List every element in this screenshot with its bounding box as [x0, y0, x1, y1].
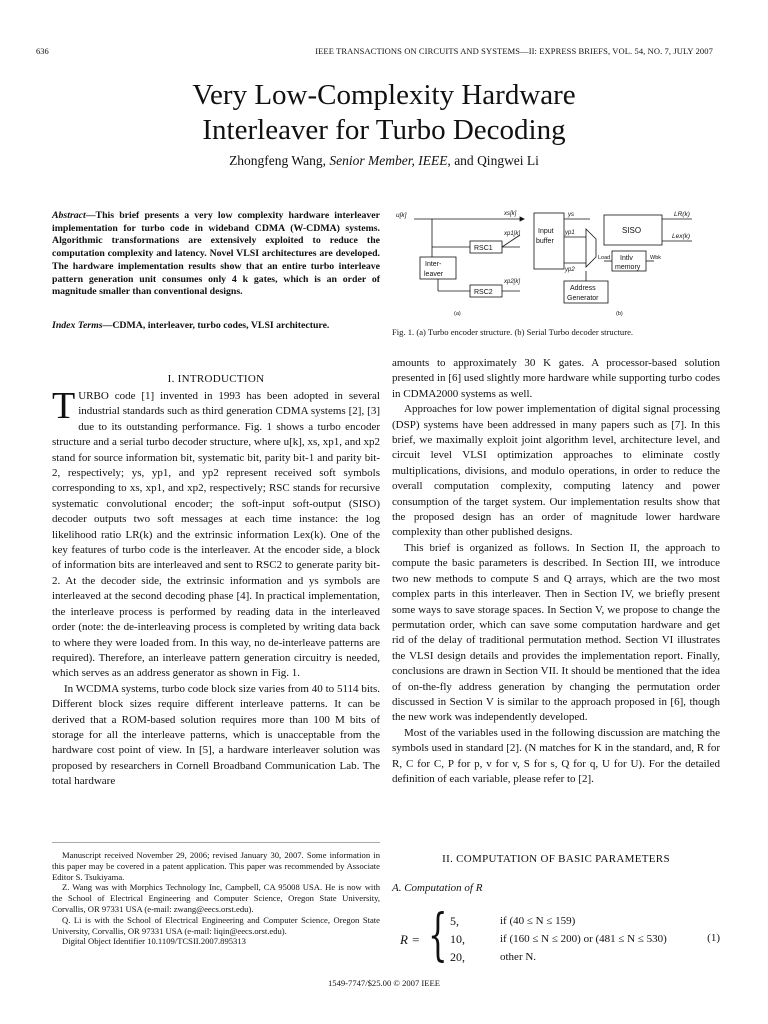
fig-label-load: Load: [598, 255, 611, 261]
subsection-a-heading: A. Computation of R: [392, 882, 483, 894]
index-terms: [52, 320, 380, 333]
author-2: Qingwei Li: [477, 153, 539, 168]
drop-cap: T: [52, 385, 76, 427]
fig-label-yp1: yp1: [565, 230, 575, 236]
abstract-label: Abstract: [52, 210, 86, 221]
equation-1: [392, 903, 720, 968]
index-terms-label: Index Terms: [52, 320, 103, 331]
paper-title: [0, 78, 768, 148]
author-1-role: Senior Member, IEEE,: [329, 153, 451, 168]
equation-brace: {: [428, 903, 448, 968]
right-paragraph-3: This brief is organized as follows. In Section II, the approach to compute the basic parameters is described. In Section III, we introduce two new methods to compute S and Q arrays, which are the two most complex parts in this interleaver. Then in Section IV, we briefly present some ways to save storage spaces. In Section V, we propose to change the permutation order, which can save some computation hardware and get rid of the delay of traditional permutation method. Section VI illustrates the VLSI design details and provides the implementation report. Finally, conclusions are drawn in Section VII. It should be mentioned that the idea of on-the-fly address generation by changing the permutation order discussed in Section V is similar to the approach proposed in [6], though the new work was independently developed.: [392, 541, 720, 724]
equation-value-3: 20,: [450, 950, 465, 964]
intro-paragraph-2: In WCDMA systems, turbo code block size varies from 40 to 5114 bits. Different block sizes require different interleave patterns. It can be derived that a ROM-based solution requires more than 100 M bits of storage for all the interleave patterns, which is unacceptable from the hardware cost point of view. In [5], a hardware interleaver solution was proposed by researchers in Cornell Broadband Communication Lab. The total hardware: [52, 682, 380, 788]
fig-label-intlv: Intlv: [620, 255, 633, 262]
title-line-1: Very Low-Complexity Hardware: [192, 79, 576, 111]
fig-label-siso: SISO: [622, 226, 642, 235]
author-and: and: [454, 153, 474, 168]
figure-1: [392, 205, 722, 320]
footnote-author-1: Z. Wang was with Morphics Technology Inc, Campbell, CA 95008 USA. He is now with the School of Electrical Engineering and Computer Science, Oregon State University, Corvallis, OR 97331 USA (e-mail: zwang@eecs.orst.edu).: [52, 882, 380, 914]
section-2-heading: II. COMPUTATION OF BASIC PARAMETERS: [442, 853, 670, 865]
fig-label-input: Input: [538, 228, 554, 235]
fig-label-lex: Lex(k): [672, 233, 691, 240]
right-paragraph-1: amounts to approximately 30 K gates. A processor-based solution presented in [6] used slightly more hardware while supporting turbo codes in CDMA2000 systems as well.: [392, 357, 720, 400]
fig-label-inter: Inter-: [425, 261, 442, 268]
fig-label-rsc2: RSC2: [474, 289, 493, 296]
abstract: [52, 210, 380, 299]
right-paragraph-4: Most of the variables used in the following discussion are matching the symbols used in standard [2]. (N matches for K in the standard, and, R for R, C for C, P for p, v for v, S for s, Q for q, U for U). For the detailed definition of each variable, please refer to [2].: [392, 726, 720, 785]
footnote-author-2: Q. Li is with the School of Electrical Engineering and Computer Science, Oregon State University, Corvallis, OR 97331 USA (e-mail: liqin@eecs.orst.edu).: [52, 914, 380, 936]
fig-label-a: (a): [454, 311, 461, 317]
running-header: IEEE TRANSACTIONS ON CIRCUITS AND SYSTEMS—II: EXPRESS BRIEFS, VOL. 54, NO. 7, JULY 2007: [315, 46, 713, 56]
fig-label-wbk: Wbk: [650, 255, 661, 261]
fig-label-address: Address: [570, 285, 596, 292]
page-number: 636: [36, 46, 49, 56]
fig-label-uk: u[k]: [396, 212, 407, 219]
footnote-rule: [52, 842, 380, 843]
right-paragraph-2: Approaches for low power implementation of digital signal processing (DSP) systems have been addressed in many papers such as [7]. In this brief, we maximally exploit joint algorithm level, architecture level, and circuit level VLSI optimization approaches to eliminate costly multiplications, divisions, and modulo operations, in order to reduce the overall computation complexity, computing latency and power consumption of the target system. Our implementation results show that the proposed design has an order of magnitude lower hardware complexity than other published designs.: [392, 403, 720, 539]
equation-number: (1): [707, 932, 720, 944]
fig-label-buffer: buffer: [536, 238, 554, 245]
fig-label-generator: Generator: [567, 295, 599, 302]
intro-paragraph-1-text: URBO code [1] invented in 1993 has been adopted in several industrial standards such as third generation CDMA systems [2], [3] due to its outstanding performance. Fig. 1 shows a turbo encoder structure and a serial turbo decoder structure, where u[k], xs, xp1, and xp2 stand for source information bit, systematic bit, parity bit-1 and parity bit-2, respectively; ys, yp1, and yp2 represent received soft symbols corresponding to xs, xp1, and xp2, respectively; RSC stands for recursive systematic convolutional encoder; the soft-input soft-output (SISO) decoder outputs two soft messages at each time instance: the log likelihood ratio LR(k) and the extrinsic information Lex(k). One of the key features of turbo code is the interleaver. At the encoder side, a block of information bits are interleaved and sent to RSC2 to generate parity bit-2. At the decoder side, the extrinsic information and ys symbols are interleaved at the second decoding phase [4]. In practical implementation, the interleave process is performed by reading data in the interleaved order (note: the de-interleaving process is completed by writing data back to where they were loaded from. In this way, no de-interleave patterns are required). Therefore, an interleave pattern generation circuitry is needed, which serves as an address generator as shown in Fig. 1.: [52, 390, 380, 680]
equation-condition-1: if (40 ≤ N ≤ 159): [500, 915, 576, 927]
encoder-diagram: [414, 217, 524, 297]
equation-value-2: 10,: [450, 932, 465, 946]
footnote-manuscript: Manuscript received November 29, 2006; revised January 30, 2007. Some information in this paper may be covered in a patent application. This paper was recommended by Associate Editor S. Tsukiyama.: [52, 850, 380, 882]
author-line: [0, 153, 768, 169]
fig-label-ys: ys: [568, 212, 574, 218]
fig-label-rsc1: RSC1: [474, 245, 493, 252]
introduction-body: [52, 385, 380, 790]
fig-label-xp1: xp1[k]: [504, 231, 521, 237]
figure-1-caption: Fig. 1. (a) Turbo encoder structure. (b) Serial Turbo decoder structure.: [392, 327, 634, 337]
abstract-text: —This brief presents a very low complexity hardware interleaver implementation for turbo code in wideband CDMA (W-CDMA) systems. Algorithmic transformations are extensively exploited to reduce the computation complexity and latency. Novel VLSI architectures are developed. The hardware implementation results show that an entire turbo interleave pattern generation unit consumes only 4 k gates, which is an order of magnitude smaller than conventional designs.: [52, 210, 380, 298]
section-1-heading: I. INTRODUCTION: [167, 373, 265, 385]
footnotes: [52, 850, 380, 947]
intro-paragraph-1: [52, 385, 380, 682]
page-footer: 1549-7747/$25.00 © 2007 IEEE: [327, 978, 441, 988]
fig-label-xp2: xp2[k]: [504, 279, 521, 285]
equation-lhs: R =: [400, 932, 420, 947]
footnote-doi: Digital Object Identifier 10.1109/TCSII.2007.895313: [62, 936, 246, 947]
fig-label-memory: memory: [615, 264, 641, 271]
title-line-2: Interleaver for Turbo Decoding: [202, 114, 566, 146]
fig-label-b: (b): [616, 311, 623, 317]
fig-label-leaver: leaver: [424, 271, 444, 278]
fig-label-lr: LR(k): [674, 211, 690, 218]
decoder-diagram: [534, 213, 692, 303]
author-1: Zhongfeng Wang,: [229, 153, 326, 168]
fig-label-xs: xs[k]: [504, 211, 517, 217]
mux-block: [586, 229, 596, 267]
equation-condition-2: if (160 ≤ N ≤ 200) or (481 ≤ N ≤ 530): [500, 933, 667, 945]
equation-condition-3: other N.: [500, 951, 537, 963]
fig-label-yp2: yp2: [565, 267, 575, 273]
equation-value-1: 5,: [450, 914, 459, 928]
index-terms-text: —CDMA, interleaver, turbo codes, VLSI architecture.: [102, 320, 330, 331]
right-column-body: [392, 356, 720, 787]
